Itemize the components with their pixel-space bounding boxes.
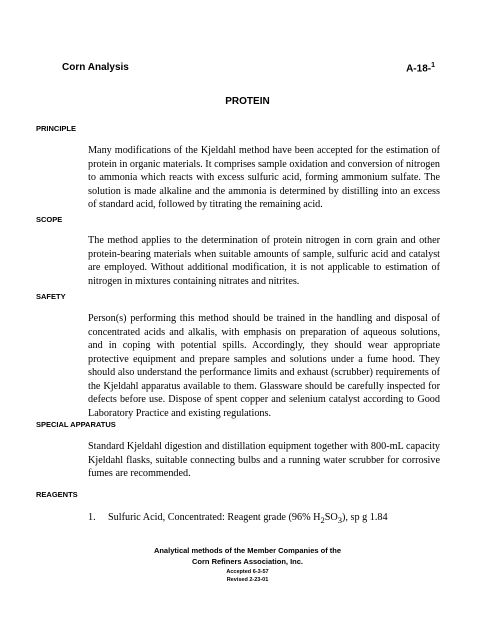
reagent-item-text-a: Sulfuric Acid, Concentrated: Reagent grade (96% H — [108, 512, 321, 523]
reagent-item-1 — [88, 512, 448, 525]
footer-line-2: Corn Refiners Association, Inc. — [192, 557, 303, 566]
reagent-item-sub2: 3 — [337, 515, 342, 526]
reagent-item-text-c: ), sp g 1.84 — [342, 512, 388, 523]
reagent-item-number: 1. — [88, 512, 96, 523]
section-heading-reagents: REAGENTS — [36, 490, 78, 499]
scope-paragraph: The method applies to the determination of protein nitrogen in corn grain and other protein-bearing materials when suitable amounts of sample, sulfuric acid and catalyst are employed. Without additional modification, it is not applicable to estimation of nitrogen in mixtures containing nitrates and nitrites. — [88, 235, 440, 287]
special-apparatus-paragraph: Standard Kjeldahl digestion and distillation equipment together with 800-mL capacity Kjeldahl flasks, suitable connecting bulbs and a running water scrubber for corrosive fumes are recommended. — [88, 441, 440, 479]
section-heading-scope: SCOPE — [36, 215, 63, 224]
section-heading-special-apparatus: SPECIAL APPARATUS — [36, 420, 116, 429]
page-title: PROTEIN — [225, 96, 270, 107]
header-document-name: Corn Analysis — [62, 62, 129, 73]
section-heading-safety: SAFETY — [36, 292, 66, 301]
method-number-text: A-18- — [406, 63, 432, 75]
safety-paragraph: Person(s) performing this method should be trained in the handling and disposal of concentrated acids and alkalis, with emphasis on preparation of aqueous solutions, and in coping with potential spills. Accordingly, they should wear appropriate protective equipment and prepare samples and solutions under a fume hood. They should also understand the performance limits and exhaust (scrubber) requirements of the Kjeldahl apparatus available to them. Glassware should be carefully inspected for defects before use. Dispose of spent copper and selenium catalyst according to Good Laboratory Practice and existing regulations. — [88, 313, 440, 419]
reagent-item-text-b: SO — [324, 512, 338, 523]
principle-paragraph: Many modifications of the Kjeldahl method have been accepted for the estimation of protein in organic materials. It comprises sample oxidation and conversion of nitrogen to ammonia which reacts with excess sulfuric acid, forming ammonium sulfate. The solution is made alkaline and the ammonia is determined by distilling into an excess of standard acid, followed by titrating the remaining acid. — [88, 145, 440, 210]
reagent-item-sub1: 2 — [320, 515, 325, 526]
method-number-superscript: 1 — [431, 62, 435, 69]
footer-revised-date: Revised 2-23-01 — [226, 577, 269, 583]
footer-accepted-date: Accepted 6-3-57 — [226, 569, 269, 575]
footer-line-1: Analytical methods of the Member Companies of the — [153, 546, 342, 555]
header-method-number — [406, 62, 435, 74]
section-heading-principle: PRINCIPLE — [36, 124, 77, 133]
